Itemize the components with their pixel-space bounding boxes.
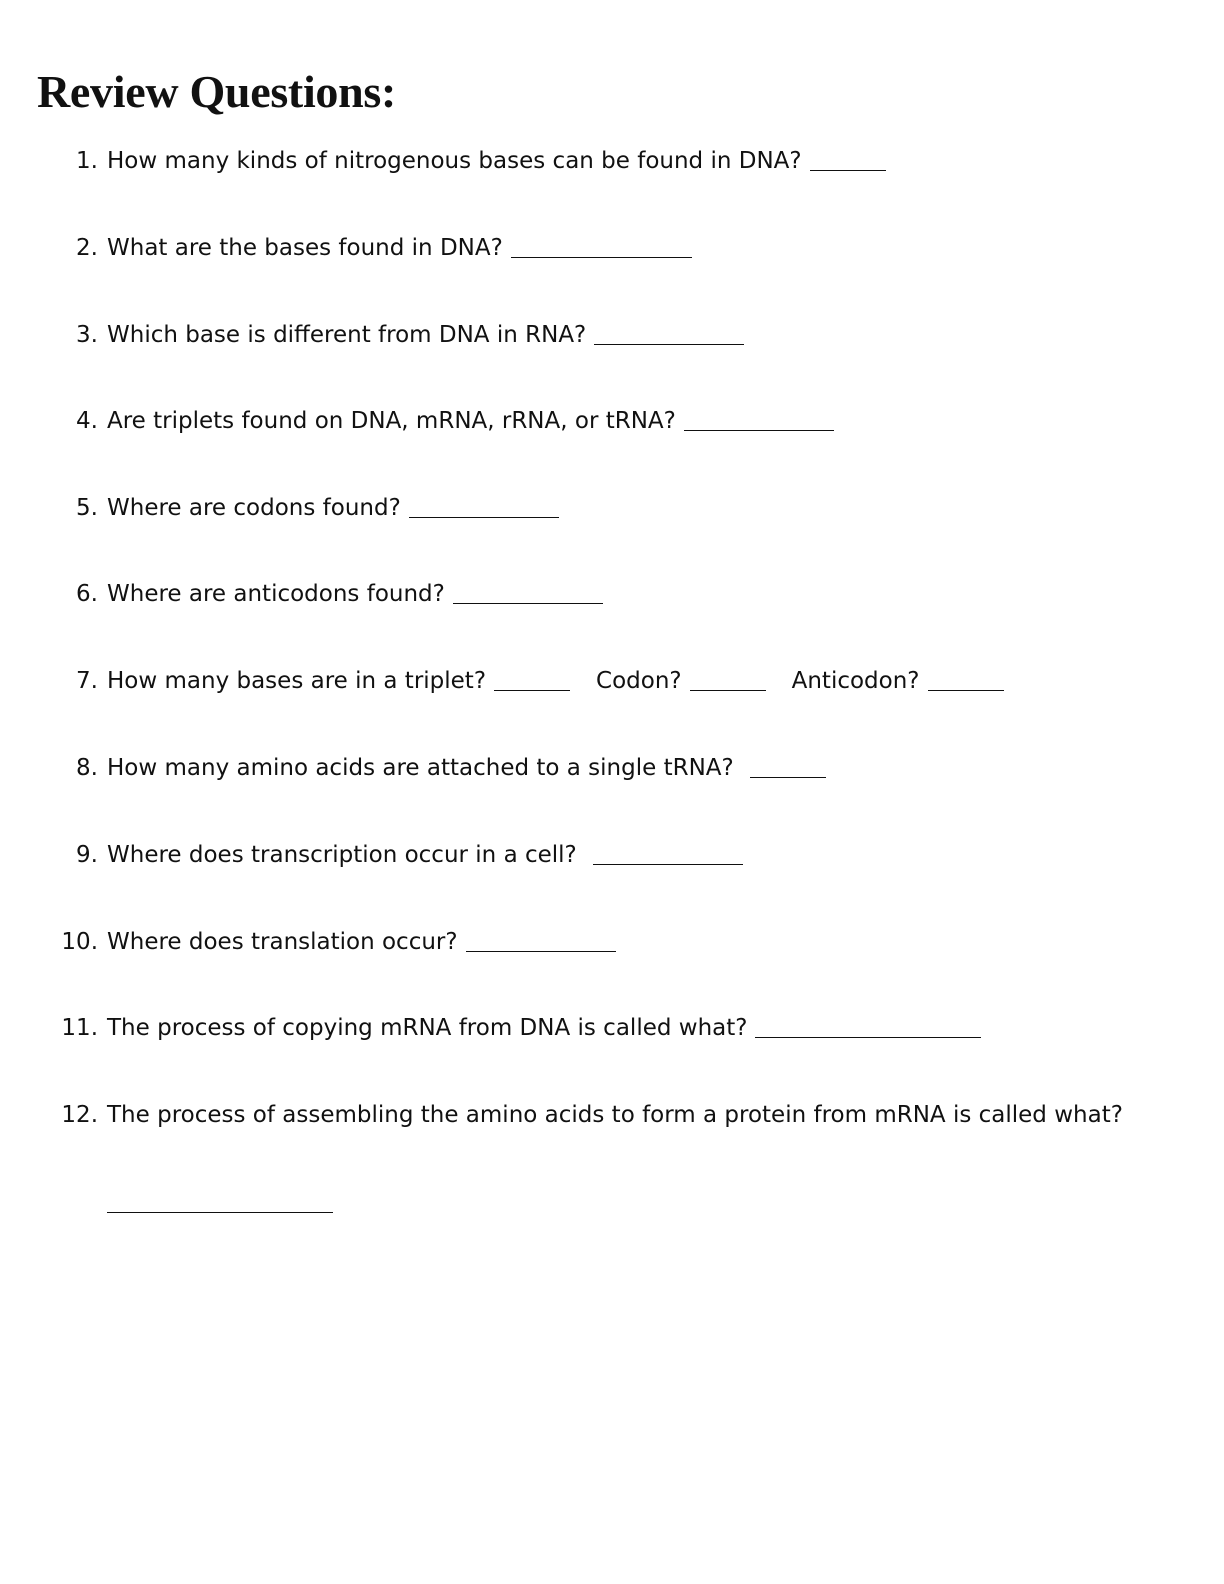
question-number: 5. — [76, 495, 98, 521]
question-number: 3. — [76, 322, 98, 348]
answer-blank-triplet[interactable] — [494, 689, 570, 691]
question-text: Where are codons found? — [107, 495, 401, 521]
page-title: Review Questions: — [37, 66, 397, 117]
question-number: 4. — [76, 408, 98, 434]
answer-blank[interactable] — [750, 776, 826, 778]
answer-blank[interactable] — [594, 343, 744, 345]
question-number: 7. — [76, 668, 98, 694]
question-subpart-codon: Codon? — [596, 668, 682, 694]
question-8 — [0, 748, 1224, 788]
question-number: 8. — [76, 755, 98, 781]
question-number: 12. — [61, 1102, 98, 1128]
answer-blank[interactable] — [511, 256, 692, 258]
answer-blank[interactable] — [409, 516, 559, 518]
question-number: 2. — [76, 235, 98, 261]
answer-blank-12[interactable] — [107, 1212, 333, 1213]
answer-blank[interactable] — [453, 602, 603, 604]
question-text: How many bases are in a triplet? — [107, 668, 487, 694]
answer-blank[interactable] — [466, 950, 616, 952]
question-number: 1. — [76, 148, 98, 174]
question-text: What are the bases found in DNA? — [107, 235, 503, 261]
question-3 — [0, 315, 1224, 355]
question-5 — [0, 488, 1224, 528]
question-text: How many amino acids are attached to a single tRNA? — [107, 755, 734, 781]
answer-blank[interactable] — [810, 169, 886, 171]
question-12 — [0, 1095, 1224, 1135]
question-6 — [0, 574, 1224, 614]
question-text: How many kinds of nitrogenous bases can be found in DNA? — [107, 148, 802, 174]
question-text: Where does transcription occur in a cell? — [107, 842, 577, 868]
question-text: Are triplets found on DNA, mRNA, rRNA, or tRNA? — [107, 408, 676, 434]
question-number: 6. — [76, 581, 98, 607]
question-text: Where does translation occur? — [107, 929, 458, 955]
question-number: 9. — [76, 842, 98, 868]
question-number: 10. — [61, 929, 98, 955]
question-number: 11. — [61, 1015, 98, 1041]
question-11 — [0, 1008, 1224, 1048]
question-text: Where are anticodons found? — [107, 581, 445, 607]
answer-blank-anticodon[interactable] — [928, 689, 1004, 691]
question-10 — [0, 922, 1224, 962]
question-2 — [0, 228, 1224, 268]
question-4 — [0, 401, 1224, 441]
question-text: Which base is different from DNA in RNA? — [107, 322, 587, 348]
question-subpart-anticodon: Anticodon? — [791, 668, 920, 694]
question-9 — [0, 835, 1224, 875]
question-1 — [0, 141, 1224, 181]
question-text: The process of copying mRNA from DNA is called what? — [107, 1015, 748, 1041]
answer-blank[interactable] — [593, 863, 743, 865]
question-text: The process of assembling the amino acids to form a protein from mRNA is called what? — [107, 1102, 1123, 1128]
answer-blank-codon[interactable] — [690, 689, 766, 691]
answer-blank[interactable] — [684, 429, 834, 431]
answer-blank[interactable] — [755, 1036, 981, 1038]
question-7 — [0, 661, 1224, 701]
